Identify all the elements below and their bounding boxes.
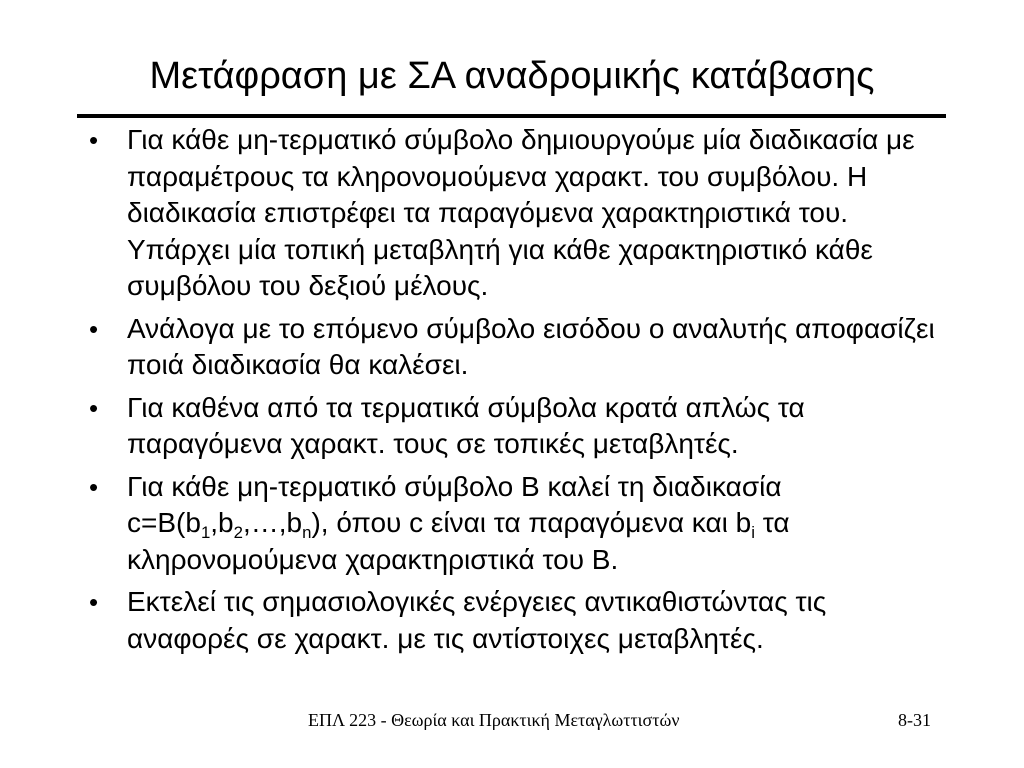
bullet-dot-icon: •	[89, 313, 99, 344]
bullet-item	[78, 584, 948, 657]
bullet-dot-icon: •	[89, 125, 99, 155]
bullet-text: Για κάθε μη-τερματικό σύμβολο δημιουργούμε μία διαδικασία με παραμέτρους τα κληρονομούμενα χαρακτ. του συμβόλου. Η διαδικασία επιστρέφει τα παραγόμενα χαρακτηριστικά του. Υπάρχει μία τοπική μεταβλητή για κάθε χαρακτηριστικό κάθε συμβόλου του δεξιού μέλους.	[127, 124, 915, 301]
subscript: 2	[233, 522, 243, 542]
subscript: i	[751, 522, 755, 542]
bullet-item	[78, 469, 948, 579]
bullet-dot-icon: •	[89, 587, 99, 617]
bullet-item	[78, 122, 948, 305]
footer-page-number: 8-31	[898, 710, 931, 730]
bullet-item	[78, 311, 948, 384]
bullet-text	[127, 471, 790, 575]
bullet-dot-icon: •	[89, 471, 99, 502]
bullet-text-part: ), όπου c είναι τα παραγόμενα και b	[311, 507, 752, 538]
bullet-text-part: ,…,b	[242, 507, 303, 538]
bullet-text-part: ,b	[210, 507, 234, 538]
bullet-text: Εκτελεί τις σημασιολογικές ενέργειες αντικαθιστώντας τις αναφορές σε χαρακτ. με τις αντίστοιχες μεταβλητές.	[127, 586, 827, 654]
bullet-item	[78, 390, 948, 463]
bullet-list	[78, 122, 948, 663]
bullet-text: Για καθένα από τα τερματικά σύμβολα κρατά απλώς τα παραγόμενα χαρακτ. τους σε τοπικές μεταβλητές.	[127, 391, 805, 459]
bullet-dot-icon: •	[89, 392, 99, 423]
subscript: 1	[200, 522, 211, 542]
bullet-text-part: Για κάθε μη-τερματικό σύμβολο B καλεί τη διαδικασία c=B(b	[127, 470, 782, 538]
bullet-text: Ανάλογα με το επόμενο σύμβολο εισόδου ο αναλυτής αποφασίζει ποιά διαδικασία θα καλέσει.	[127, 312, 935, 380]
bullet-text-part: τα κληρονομούμενα χαρακτηριστικά του B.	[127, 507, 790, 575]
title-underline	[77, 114, 946, 118]
subscript: n	[302, 522, 312, 542]
footer-course: ΕΠΛ 223 - Θεωρία και Πρακτική Μεταγλωττιστών	[308, 710, 680, 730]
slide-title: Μετάφραση με ΣΑ αναδρομικής κατάβασης	[149, 55, 875, 97]
